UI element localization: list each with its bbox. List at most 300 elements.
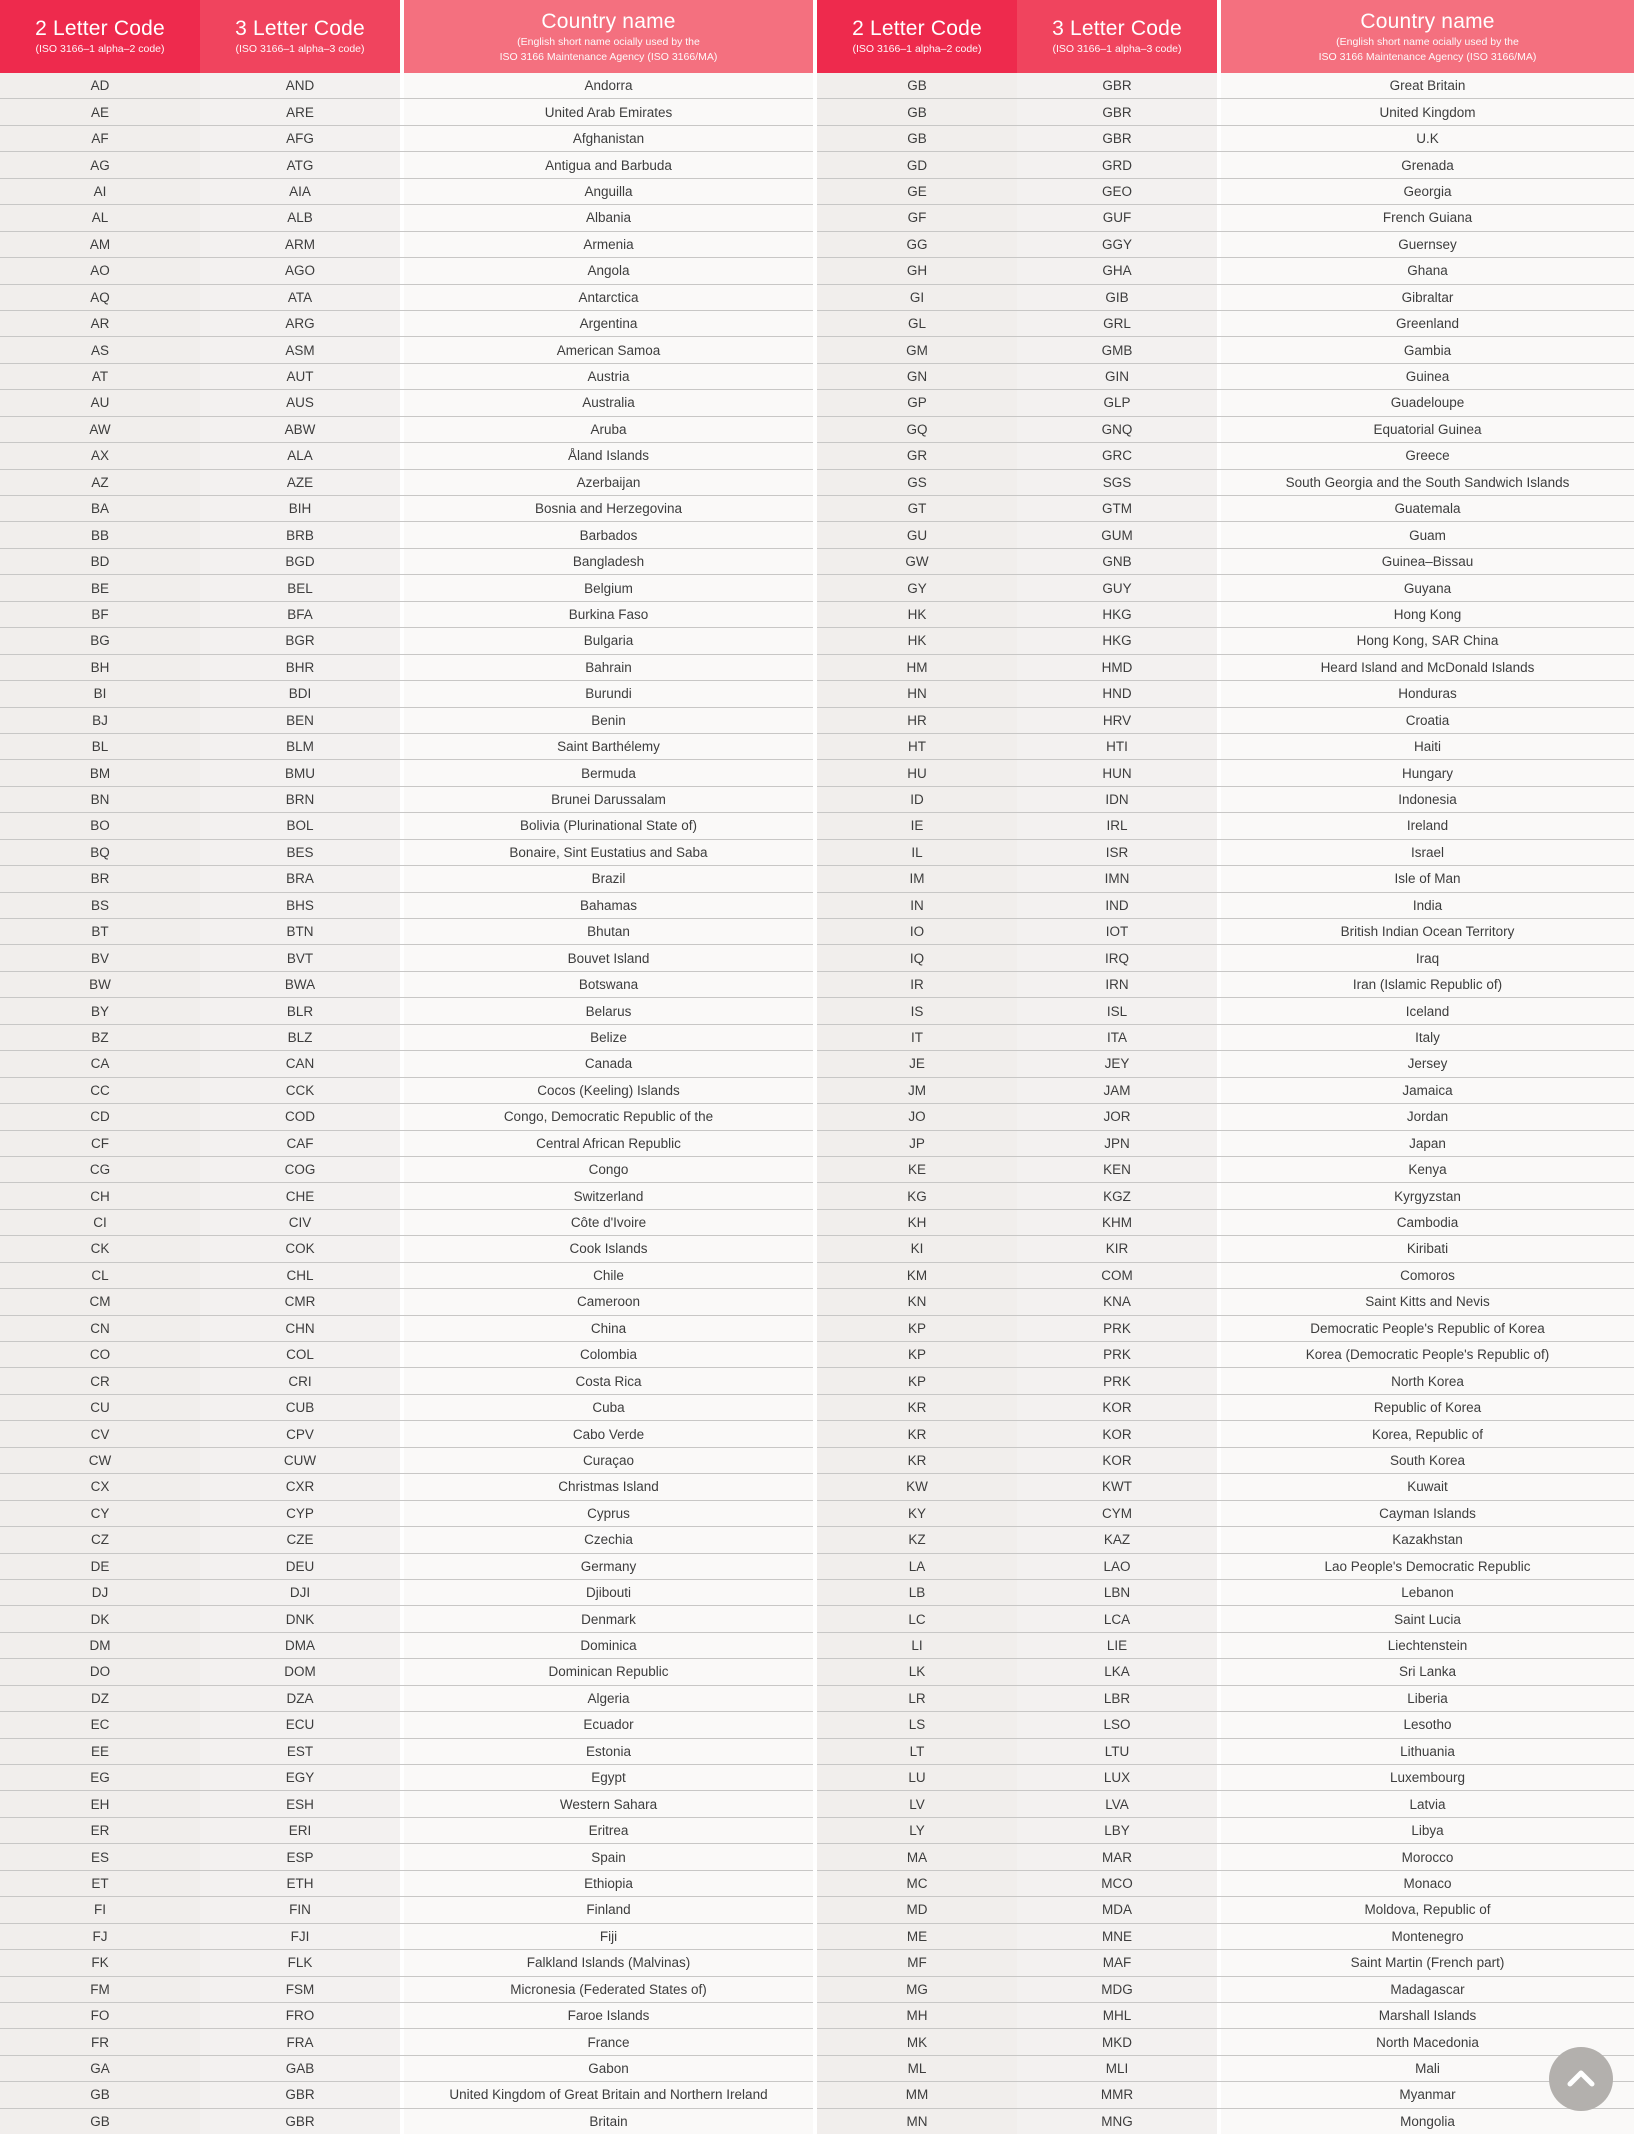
alpha2-code-cell: AS: [0, 337, 200, 362]
alpha2-code-cell: MA: [817, 1844, 1017, 1869]
country-name-cell: Brazil: [404, 866, 813, 891]
country-name-cell: Belgium: [404, 575, 813, 600]
table-row: [817, 1130, 1634, 1156]
country-name-cell: Great Britain: [1221, 73, 1634, 98]
country-name-cell: Denmark: [404, 1606, 813, 1631]
alpha3-code-cell: KOR: [1017, 1395, 1221, 1420]
country-name-cell: India: [1221, 893, 1634, 918]
table-row: [817, 442, 1634, 468]
alpha3-code-cell: EGY: [200, 1765, 404, 1790]
table-row: [0, 336, 813, 362]
alpha2-code-cell: HT: [817, 734, 1017, 759]
alpha2-code-cell: DZ: [0, 1686, 200, 1711]
country-name-cell: Guinea–Bissau: [1221, 549, 1634, 574]
alpha3-code-cell: IND: [1017, 893, 1221, 918]
column-subtitle: (English short name ocially used by the: [1336, 35, 1519, 48]
alpha3-code-cell: DZA: [200, 1686, 404, 1711]
country-name-cell: Canada: [404, 1051, 813, 1076]
alpha2-code-cell: IT: [817, 1025, 1017, 1050]
alpha2-code-cell: MM: [817, 2082, 1017, 2107]
alpha3-code-cell: JEY: [1017, 1051, 1221, 1076]
table-row: [0, 1315, 813, 1341]
table-row: [817, 1790, 1634, 1816]
alpha2-code-cell: GS: [817, 470, 1017, 495]
alpha2-code-cell: GH: [817, 258, 1017, 283]
alpha2-code-cell: MD: [817, 1897, 1017, 1922]
alpha2-code-cell: LS: [817, 1712, 1017, 1737]
alpha3-code-cell: LBN: [1017, 1580, 1221, 1605]
country-name-cell: Honduras: [1221, 681, 1634, 706]
alpha3-code-cell: LAO: [1017, 1554, 1221, 1579]
country-name-cell: Hong Kong: [1221, 602, 1634, 627]
alpha2-code-cell: IL: [817, 840, 1017, 865]
alpha2-code-cell: GE: [817, 179, 1017, 204]
table-row: [817, 865, 1634, 891]
country-name-cell: Kiribati: [1221, 1236, 1634, 1261]
country-name-cell: Bermuda: [404, 760, 813, 785]
country-name-cell: Republic of Korea: [1221, 1395, 1634, 1420]
table-row: [817, 1262, 1634, 1288]
alpha2-code-cell: CC: [0, 1078, 200, 1103]
alpha3-code-cell: AND: [200, 73, 404, 98]
country-name-cell: Bosnia and Herzegovina: [404, 496, 813, 521]
alpha2-code-cell: KP: [817, 1368, 1017, 1393]
country-name-cell: Fiji: [404, 1924, 813, 1949]
alpha3-code-cell: GIB: [1017, 285, 1221, 310]
country-name-cell: Sri Lanka: [1221, 1659, 1634, 1684]
alpha3-code-cell: KNA: [1017, 1289, 1221, 1314]
table-row: [817, 812, 1634, 838]
alpha3-code-cell: MCO: [1017, 1871, 1221, 1896]
alpha2-code-cell: ES: [0, 1844, 200, 1869]
alpha3-code-cell: MDG: [1017, 1977, 1221, 2002]
table-row: [817, 654, 1634, 680]
country-name-cell: Mongolia: [1221, 2109, 1634, 2134]
alpha2-code-cell: BD: [0, 549, 200, 574]
alpha3-code-cell: CXR: [200, 1474, 404, 1499]
alpha2-code-cell: BB: [0, 522, 200, 547]
country-name-cell: Chile: [404, 1263, 813, 1288]
table-row: [0, 495, 813, 521]
alpha3-code-cell: BES: [200, 840, 404, 865]
country-name-cell: Kuwait: [1221, 1474, 1634, 1499]
table-row: [817, 1976, 1634, 2002]
country-name-cell: Micronesia (Federated States of): [404, 1977, 813, 2002]
alpha2-code-cell: DE: [0, 1554, 200, 1579]
alpha3-code-cell: CMR: [200, 1289, 404, 1314]
alpha2-code-cell: BN: [0, 787, 200, 812]
alpha2-code-cell: CG: [0, 1157, 200, 1182]
table-row: [0, 231, 813, 257]
country-name-cell: Guatemala: [1221, 496, 1634, 521]
alpha3-code-cell: FIN: [200, 1897, 404, 1922]
column-subtitle: (English short name ocially used by the: [517, 35, 700, 48]
header-cell-country-name: [1221, 0, 1634, 73]
country-name-cell: Indonesia: [1221, 787, 1634, 812]
table-row: [817, 1235, 1634, 1261]
alpha3-code-cell: KOR: [1017, 1448, 1221, 1473]
country-name-cell: Ethiopia: [404, 1871, 813, 1896]
table-row: [817, 125, 1634, 151]
alpha3-code-cell: DJI: [200, 1580, 404, 1605]
alpha3-code-cell: MLI: [1017, 2056, 1221, 2081]
country-name-cell: Cuba: [404, 1395, 813, 1420]
country-name-cell: Curaçao: [404, 1448, 813, 1473]
alpha2-code-cell: IS: [817, 998, 1017, 1023]
country-name-cell: Finland: [404, 1897, 813, 1922]
table-row: [817, 1553, 1634, 1579]
alpha3-code-cell: LUX: [1017, 1765, 1221, 1790]
table-row: [0, 1500, 813, 1526]
table-row: [817, 151, 1634, 177]
alpha2-code-cell: IO: [817, 919, 1017, 944]
country-name-cell: Equatorial Guinea: [1221, 417, 1634, 442]
country-name-cell: Botswana: [404, 972, 813, 997]
alpha2-code-cell: GT: [817, 496, 1017, 521]
country-name-cell: North Macedonia: [1221, 2029, 1634, 2054]
table-row: [0, 2028, 813, 2054]
alpha3-code-cell: MAF: [1017, 1950, 1221, 1975]
alpha3-code-cell: ATG: [200, 152, 404, 177]
country-name-cell: Austria: [404, 364, 813, 389]
alpha3-code-cell: GMB: [1017, 337, 1221, 362]
alpha2-code-cell: GN: [817, 364, 1017, 389]
table-row: [0, 1420, 813, 1446]
country-name-cell: Kyrgyzstan: [1221, 1183, 1634, 1208]
country-name-cell: France: [404, 2029, 813, 2054]
alpha3-code-cell: CIV: [200, 1210, 404, 1235]
alpha3-code-cell: CHL: [200, 1263, 404, 1288]
table-row: [0, 1764, 813, 1790]
alpha2-code-cell: AL: [0, 205, 200, 230]
country-name-cell: Burundi: [404, 681, 813, 706]
country-name-cell: Saint Martin (French part): [1221, 1950, 1634, 1975]
table-row: [0, 865, 813, 891]
table-row: [817, 2028, 1634, 2054]
country-name-cell: Latvia: [1221, 1791, 1634, 1816]
table-row: [817, 284, 1634, 310]
country-name-cell: U.K: [1221, 126, 1634, 151]
alpha2-code-cell: GL: [817, 311, 1017, 336]
alpha3-code-cell: KOR: [1017, 1421, 1221, 1446]
alpha2-code-cell: HK: [817, 628, 1017, 653]
alpha3-code-cell: BGR: [200, 628, 404, 653]
country-name-cell: Saint Lucia: [1221, 1606, 1634, 1631]
alpha2-code-cell: IQ: [817, 945, 1017, 970]
alpha3-code-cell: LSO: [1017, 1712, 1221, 1737]
table-row: [817, 389, 1634, 415]
table-row: [817, 548, 1634, 574]
table-row: [0, 812, 813, 838]
country-name-cell: Kazakhstan: [1221, 1527, 1634, 1552]
alpha2-code-cell: BS: [0, 893, 200, 918]
alpha2-code-cell: FJ: [0, 1924, 200, 1949]
alpha2-code-cell: DK: [0, 1606, 200, 1631]
table-row: [0, 1341, 813, 1367]
table-row: [0, 1130, 813, 1156]
alpha2-code-cell: LY: [817, 1818, 1017, 1843]
column-subtitle: (ISO 3166–1 alpha–3 code): [235, 43, 365, 55]
country-name-cell: Montenegro: [1221, 1924, 1634, 1949]
table-row: [0, 627, 813, 653]
alpha2-code-cell: JO: [817, 1104, 1017, 1129]
alpha3-code-cell: JPN: [1017, 1131, 1221, 1156]
alpha2-code-cell: BA: [0, 496, 200, 521]
alpha2-code-cell: AZ: [0, 470, 200, 495]
table-row: [0, 98, 813, 124]
country-name-cell: Hungary: [1221, 760, 1634, 785]
alpha3-code-cell: KGZ: [1017, 1183, 1221, 1208]
country-name-cell: Bahrain: [404, 655, 813, 680]
table-row: [0, 759, 813, 785]
country-name-cell: Korea, Republic of: [1221, 1421, 1634, 1446]
alpha2-code-cell: AM: [0, 232, 200, 257]
alpha3-code-cell: BRN: [200, 787, 404, 812]
table-row: [0, 1367, 813, 1393]
alpha3-code-cell: GNQ: [1017, 417, 1221, 442]
table-row: [817, 918, 1634, 944]
alpha2-code-cell: CL: [0, 1263, 200, 1288]
alpha2-code-cell: AE: [0, 99, 200, 124]
alpha3-code-cell: ALB: [200, 205, 404, 230]
table-row: [0, 2108, 813, 2134]
alpha3-code-cell: ITA: [1017, 1025, 1221, 1050]
column-subtitle: ISO 3166 Maintenance Agency (ISO 3166/MA): [499, 50, 718, 63]
alpha2-code-cell: LC: [817, 1606, 1017, 1631]
alpha3-code-cell: ARG: [200, 311, 404, 336]
table-header: [0, 0, 813, 73]
alpha3-code-cell: MNG: [1017, 2109, 1221, 2134]
country-name-cell: Lebanon: [1221, 1580, 1634, 1605]
table-row: [817, 204, 1634, 230]
alpha2-code-cell: IM: [817, 866, 1017, 891]
table-row: [0, 1790, 813, 1816]
alpha3-code-cell: BHS: [200, 893, 404, 918]
country-name-cell: Bahamas: [404, 893, 813, 918]
country-name-cell: Saint Barthélemy: [404, 734, 813, 759]
alpha2-code-cell: AG: [0, 152, 200, 177]
country-name-cell: Algeria: [404, 1686, 813, 1711]
country-name-cell: Gibraltar: [1221, 285, 1634, 310]
alpha2-code-cell: GB: [0, 2109, 200, 2134]
alpha3-code-cell: CCK: [200, 1078, 404, 1103]
alpha2-code-cell: GB: [817, 126, 1017, 151]
country-name-cell: French Guiana: [1221, 205, 1634, 230]
alpha3-code-cell: GTM: [1017, 496, 1221, 521]
alpha2-code-cell: CF: [0, 1131, 200, 1156]
alpha2-code-cell: LB: [817, 1580, 1017, 1605]
country-name-cell: Korea (Democratic People's Republic of): [1221, 1342, 1634, 1367]
alpha3-code-cell: MMR: [1017, 2082, 1221, 2107]
table-row: [817, 574, 1634, 600]
alpha3-code-cell: CZE: [200, 1527, 404, 1552]
country-name-cell: Åland Islands: [404, 443, 813, 468]
country-name-cell: Madagascar: [1221, 1977, 1634, 2002]
table-row: [0, 1870, 813, 1896]
alpha2-code-cell: BW: [0, 972, 200, 997]
alpha3-code-cell: HMD: [1017, 655, 1221, 680]
alpha3-code-cell: IDN: [1017, 787, 1221, 812]
table-row: [0, 944, 813, 970]
alpha3-code-cell: BOL: [200, 813, 404, 838]
alpha2-code-cell: KZ: [817, 1527, 1017, 1552]
country-name-cell: Lithuania: [1221, 1739, 1634, 1764]
table-row: [0, 601, 813, 627]
table-row: [817, 98, 1634, 124]
country-name-cell: Antigua and Barbuda: [404, 152, 813, 177]
alpha2-code-cell: LU: [817, 1765, 1017, 1790]
alpha3-code-cell: MAR: [1017, 1844, 1221, 1869]
scroll-to-top-button[interactable]: [1549, 2047, 1613, 2111]
alpha2-code-cell: EH: [0, 1791, 200, 1816]
alpha3-code-cell: DMA: [200, 1633, 404, 1658]
country-name-cell: Switzerland: [404, 1183, 813, 1208]
alpha3-code-cell: FRA: [200, 2029, 404, 2054]
alpha3-code-cell: MNE: [1017, 1924, 1221, 1949]
country-name-cell: Costa Rica: [404, 1368, 813, 1393]
alpha3-code-cell: LTU: [1017, 1739, 1221, 1764]
alpha2-code-cell: BZ: [0, 1025, 200, 1050]
alpha2-code-cell: IN: [817, 893, 1017, 918]
table-row: [0, 2002, 813, 2028]
table-row: [0, 1394, 813, 1420]
alpha2-code-cell: KE: [817, 1157, 1017, 1182]
alpha3-code-cell: BIH: [200, 496, 404, 521]
country-name-cell: Belize: [404, 1025, 813, 1050]
table-row: [817, 1077, 1634, 1103]
alpha3-code-cell: BDI: [200, 681, 404, 706]
alpha3-code-cell: COL: [200, 1342, 404, 1367]
column-subtitle: ISO 3166 Maintenance Agency (ISO 3166/MA): [1318, 50, 1537, 63]
table-row: [0, 892, 813, 918]
country-name-cell: Antarctica: [404, 285, 813, 310]
alpha3-code-cell: GUY: [1017, 575, 1221, 600]
alpha3-code-cell: GBR: [1017, 99, 1221, 124]
country-name-cell: Afghanistan: [404, 126, 813, 151]
table-row: [0, 363, 813, 389]
country-name-cell: Britain: [404, 2109, 813, 2134]
alpha3-code-cell: GRC: [1017, 443, 1221, 468]
alpha3-code-cell: LBY: [1017, 1818, 1221, 1843]
country-name-cell: Cabo Verde: [404, 1421, 813, 1446]
alpha2-code-cell: GM: [817, 337, 1017, 362]
alpha3-code-cell: GGY: [1017, 232, 1221, 257]
country-name-cell: Haiti: [1221, 734, 1634, 759]
country-name-cell: Andorra: [404, 73, 813, 98]
alpha3-code-cell: ESH: [200, 1791, 404, 1816]
table-row: [817, 178, 1634, 204]
table-row: [0, 1632, 813, 1658]
alpha3-code-cell: KAZ: [1017, 1527, 1221, 1552]
table-row: [817, 2055, 1634, 2081]
alpha3-code-cell: GBR: [200, 2109, 404, 2134]
alpha2-code-cell: GA: [0, 2056, 200, 2081]
alpha3-code-cell: HND: [1017, 681, 1221, 706]
table-row: [817, 495, 1634, 521]
alpha2-code-cell: BT: [0, 919, 200, 944]
chevron-up-icon: [1561, 2059, 1601, 2099]
table-row: [0, 1077, 813, 1103]
country-name-cell: Côte d'Ivoire: [404, 1210, 813, 1235]
alpha3-code-cell: CYP: [200, 1501, 404, 1526]
country-name-cell: Libya: [1221, 1818, 1634, 1843]
alpha3-code-cell: HKG: [1017, 602, 1221, 627]
table-row: [817, 363, 1634, 389]
table-body: [0, 73, 813, 2134]
alpha2-code-cell: KP: [817, 1316, 1017, 1341]
header-cell-alpha2: [817, 0, 1017, 73]
alpha3-code-cell: ATA: [200, 285, 404, 310]
alpha2-code-cell: KY: [817, 1501, 1017, 1526]
alpha2-code-cell: KW: [817, 1474, 1017, 1499]
alpha2-code-cell: AO: [0, 258, 200, 283]
alpha2-code-cell: GW: [817, 549, 1017, 574]
country-name-cell: Bhutan: [404, 919, 813, 944]
table-row: [0, 733, 813, 759]
alpha3-code-cell: CAF: [200, 1131, 404, 1156]
table-row: [817, 73, 1634, 98]
alpha2-code-cell: DO: [0, 1659, 200, 1684]
header-cell-alpha3: [1017, 0, 1221, 73]
country-name-cell: Jersey: [1221, 1051, 1634, 1076]
alpha3-code-cell: LVA: [1017, 1791, 1221, 1816]
alpha3-code-cell: ISR: [1017, 840, 1221, 865]
alpha2-code-cell: LT: [817, 1739, 1017, 1764]
alpha3-code-cell: GRL: [1017, 311, 1221, 336]
alpha3-code-cell: AFG: [200, 126, 404, 151]
country-name-cell: Cocos (Keeling) Islands: [404, 1078, 813, 1103]
alpha3-code-cell: CYM: [1017, 1501, 1221, 1526]
alpha3-code-cell: PRK: [1017, 1316, 1221, 1341]
alpha3-code-cell: GAB: [200, 2056, 404, 2081]
alpha2-code-cell: BQ: [0, 840, 200, 865]
table-row: [817, 1209, 1634, 1235]
alpha3-code-cell: GHA: [1017, 258, 1221, 283]
alpha2-code-cell: MF: [817, 1950, 1017, 1975]
country-name-cell: China: [404, 1316, 813, 1341]
country-name-cell: Djibouti: [404, 1580, 813, 1605]
alpha3-code-cell: GIN: [1017, 364, 1221, 389]
alpha3-code-cell: GBR: [200, 2082, 404, 2107]
alpha3-code-cell: BRA: [200, 866, 404, 891]
alpha2-code-cell: FK: [0, 1950, 200, 1975]
alpha3-code-cell: ERI: [200, 1818, 404, 1843]
alpha3-code-cell: ABW: [200, 417, 404, 442]
table-row: [0, 2081, 813, 2107]
country-name-cell: Czechia: [404, 1527, 813, 1552]
alpha2-code-cell: AF: [0, 126, 200, 151]
alpha2-code-cell: KH: [817, 1210, 1017, 1235]
table-row: [0, 1262, 813, 1288]
table-row: [0, 839, 813, 865]
alpha2-code-cell: AR: [0, 311, 200, 336]
alpha3-code-cell: GRD: [1017, 152, 1221, 177]
alpha2-code-cell: HN: [817, 681, 1017, 706]
country-name-cell: Georgia: [1221, 179, 1634, 204]
column-subtitle: (ISO 3166–1 alpha–2 code): [35, 43, 165, 55]
table-row: [0, 1182, 813, 1208]
table-row: [817, 892, 1634, 918]
alpha2-code-cell: CO: [0, 1342, 200, 1367]
alpha2-code-cell: AI: [0, 179, 200, 204]
alpha3-code-cell: MHL: [1017, 2003, 1221, 2028]
alpha2-code-cell: AQ: [0, 285, 200, 310]
alpha2-code-cell: KG: [817, 1183, 1017, 1208]
alpha2-code-cell: BV: [0, 945, 200, 970]
table-row: [817, 1367, 1634, 1393]
column-subtitle: (ISO 3166–1 alpha–2 code): [852, 43, 982, 55]
alpha2-code-cell: GY: [817, 575, 1017, 600]
